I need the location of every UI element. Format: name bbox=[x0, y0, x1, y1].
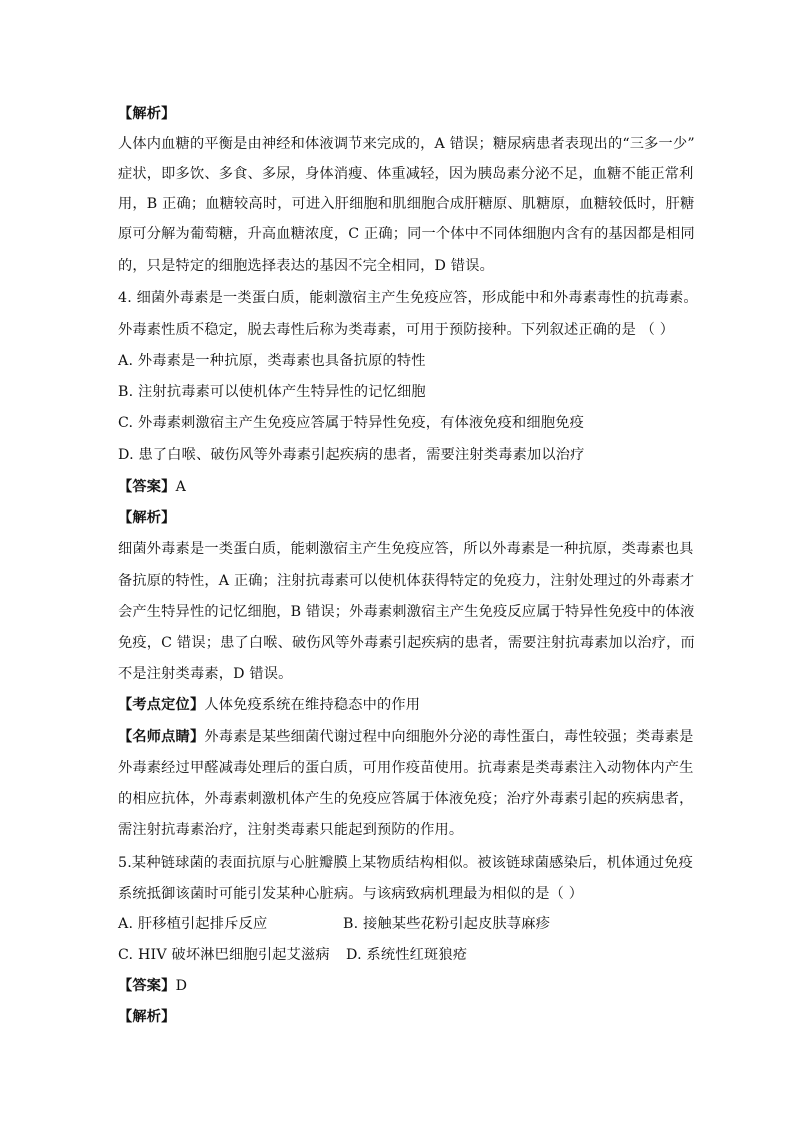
q5-option-c: C. HIV 破坏淋巴细胞引起艾滋病 bbox=[118, 947, 330, 963]
q3-analysis-line-5: 的，只是特定的细胞选择表达的基因不完全相同，D 错误。 bbox=[118, 258, 494, 274]
q5-stem-line-1: 5.某种链球菌的表面抗原与心脏瓣膜上某物质结构相似。被该链球菌感染后，机体通过免疫 bbox=[118, 855, 694, 871]
q5-option-b: B. 接触某些花粉引起皮肤荨麻疹 bbox=[343, 916, 551, 932]
q4-answer-tag: 【答案】 bbox=[118, 479, 176, 495]
q4-kaodian bbox=[118, 695, 420, 715]
q3-analysis-line-1: 人体内血糖的平衡是由神经和体液调节来完成的，A 错误；糖尿病患者表现出的“三多一少” bbox=[118, 136, 695, 152]
q4-option-a: A. 外毒素是一种抗原，类毒素也具备抗原的特性 bbox=[118, 353, 426, 369]
q4-kaodian-text: 人体免疫系统在维持稳态中的作用 bbox=[204, 697, 421, 713]
q4-analysis-line-3: 会产生特异性的记忆细胞，B 错误；外毒素刺激宿主产生免疫反应属于特异性免疫中的体液 bbox=[118, 604, 695, 620]
q4-option-d: D. 患了白喉、破伤风等外毒素引起疾病的患者，需要注射类毒素加以治疗 bbox=[118, 447, 585, 463]
q3-analysis-heading: 【解析】 bbox=[118, 106, 176, 122]
q5-answer bbox=[118, 976, 187, 996]
q4-stem-line-2: 外毒素性质不稳定，脱去毒性后称为类毒素，可用于预防接种。下列叙述正确的是 （ ） bbox=[118, 322, 675, 338]
q5-analysis-heading: 【解析】 bbox=[118, 1009, 176, 1025]
q4-analysis-line-4: 免疫，C 错误；患了白喉、破伤风等外毒素引起疾病的患者，需要注射抗毒素加以治疗，而 bbox=[118, 635, 695, 651]
q4-option-b: B. 注射抗毒素可以使机体产生特异性的记忆细胞 bbox=[118, 384, 426, 400]
q4-option-c: C. 外毒素刺激宿主产生免疫应答属于特异性免疫，有体液免疫和细胞免疫 bbox=[118, 415, 584, 431]
q5-answer-value: D bbox=[175, 978, 188, 994]
q4-analysis-line-2: 备抗原的特性，A 正确；注射抗毒素可以使机体获得特定的免疫力，注射处理过的外毒素才 bbox=[118, 573, 695, 589]
q4-mingshi-text: 外毒素是某些细菌代谢过程中向细胞外分泌的毒性蛋白，毒性较强；类毒素是 bbox=[204, 729, 694, 745]
q4-mingshi bbox=[118, 727, 694, 747]
q4-analysis-line-1: 细菌外毒素是一类蛋白质，能刺激宿主产生免疫应答，所以外毒素是一种抗原，类毒素也具 bbox=[118, 541, 694, 557]
q3-analysis-line-4: 原可分解为葡萄糖，升高血糖浓度，C 正确；同一个体中不同体细胞内含有的基因都是相同 bbox=[118, 226, 695, 242]
q4-answer-value: A bbox=[175, 479, 187, 495]
q4-kaodian-tag: 【考点定位】 bbox=[118, 697, 205, 713]
q5-answer-tag: 【答案】 bbox=[118, 978, 176, 994]
q5-stem-line-2: 系统抵御该菌时可能引发某种心脏病。与该病致病机理最为相似的是（ ） bbox=[118, 886, 584, 902]
q4-analysis-line-5: 不是注射类毒素，D 错误。 bbox=[118, 666, 293, 682]
q4-mingshi-line-4: 需注射抗毒素治疗，注射类毒素只能起到预防的作用。 bbox=[118, 822, 464, 838]
q5-options-row-1 bbox=[118, 914, 551, 934]
q4-mingshi-line-3: 的相应抗体，外毒素刺激机体产生的免疫应答属于体液免疫；治疗外毒素引起的疾病患者， bbox=[118, 791, 694, 807]
q4-stem-line-1: 4. 细菌外毒素是一类蛋白质，能刺激宿主产生免疫应答，形成能中和外毒素毒性的抗毒素。 bbox=[118, 290, 698, 306]
q4-mingshi-tag: 【名师点睛】 bbox=[118, 729, 205, 745]
q4-mingshi-line-2: 外毒素经过甲醛减毒处理后的蛋白质，可用作疫苗使用。抗毒素是类毒素注入动物体内产生 bbox=[118, 760, 694, 776]
q4-analysis-heading: 【解析】 bbox=[118, 510, 176, 526]
q3-analysis-line-2: 症状，即多饮、多食、多尿，身体消瘦、体重减轻，因为胰岛素分泌不足，血糖不能正常利 bbox=[118, 166, 694, 182]
q4-answer bbox=[118, 477, 186, 497]
q5-option-d: D. 系统性红斑狼疮 bbox=[346, 947, 468, 963]
q5-options-row-2 bbox=[118, 945, 468, 965]
q5-option-a: A. 肝移植引起排斥反应 bbox=[118, 916, 268, 932]
q3-analysis-line-3: 用，B 正确；血糖较高时，可进入肝细胞和肌细胞合成肝糖原、肌糖原，血糖较低时，肝糖 bbox=[118, 196, 695, 212]
